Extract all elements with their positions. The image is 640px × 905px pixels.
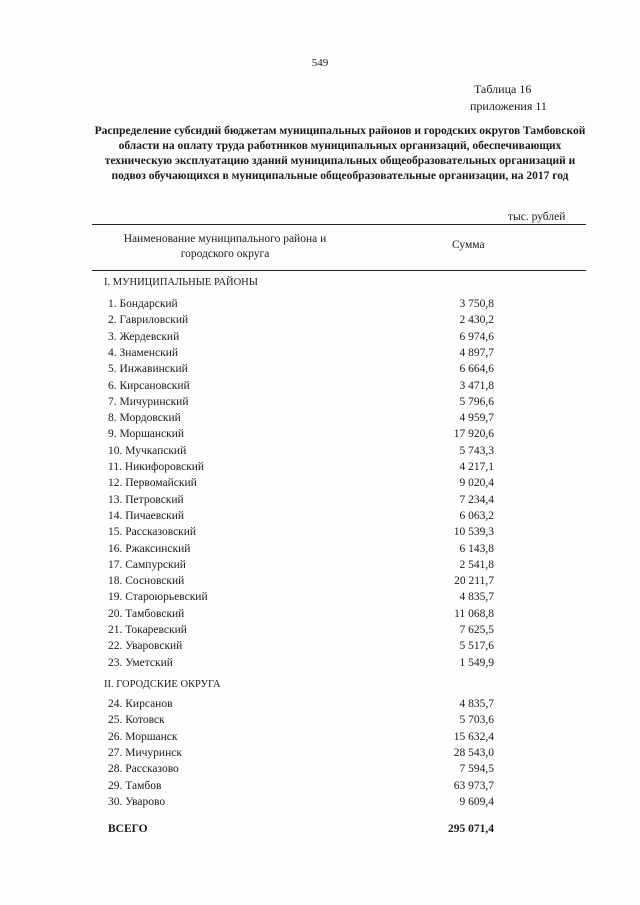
page-number: 549 — [311, 57, 329, 69]
table-row — [0, 796, 640, 812]
row-name: 26. Моршанск — [108, 730, 178, 743]
table-row — [0, 461, 640, 477]
section-label-city-districts: II. ГОРОДСКИЕ ОКРУГА — [104, 679, 221, 690]
table-row — [0, 526, 640, 542]
row-value: 9 609,4 — [459, 795, 494, 808]
row-value: 10 539,3 — [453, 526, 494, 539]
row-value: 7 625,5 — [459, 624, 494, 636]
row-value: 7 594,5 — [459, 763, 494, 776]
table-row — [0, 380, 640, 396]
row-name: 9. Моршанский — [108, 428, 185, 441]
row-value: 1 549,9 — [459, 656, 494, 669]
row-value: 2 541,8 — [459, 558, 494, 571]
table-number: Таблица 16 — [474, 82, 532, 96]
table-row — [0, 347, 640, 363]
row-name: 30. Уварово — [108, 795, 166, 808]
table-row — [0, 314, 640, 330]
table-row — [0, 608, 640, 624]
table-row — [0, 640, 640, 656]
section-label-districts: I. МУНИЦИПАЛЬНЫЕ РАЙОНЫ — [104, 277, 258, 288]
table-row — [0, 657, 640, 673]
table-row — [0, 763, 640, 779]
table-row — [0, 543, 640, 559]
row-name: 13. Петровский — [108, 493, 184, 506]
row-value: 4 835,7 — [459, 698, 494, 710]
table-row — [0, 298, 640, 314]
total-value: 295 071,4 — [448, 823, 494, 835]
table-row — [0, 445, 640, 461]
document-title: Распределение субсидий бюджетам муниципальных районов и городских округов Тамбовской области на оплату труда работников муниципальных организаций, обеспечивающих техническую эксплуатацию зданий муниципальных общеобразовательных организаций и подвоз обучающихся в муниципальные общеобразовательные организации, на 2017 год — [94, 125, 586, 182]
row-name: 28. Рассказово — [108, 763, 179, 776]
row-name: 5. Инжавинский — [108, 363, 188, 376]
table-row — [0, 747, 640, 763]
row-name: 16. Ржаксинский — [108, 542, 191, 555]
row-name: 8. Мордовский — [108, 412, 181, 425]
row-name: 4. Знаменский — [108, 346, 179, 359]
row-name: 3. Жердевский — [108, 330, 180, 343]
table-row — [0, 363, 640, 379]
row-name: 21. Токаревский — [108, 624, 187, 636]
row-value: 7 234,4 — [459, 493, 494, 506]
row-name: 15. Рассказовский — [108, 526, 197, 539]
row-name: 1. Бондарский — [108, 298, 178, 310]
table-row — [0, 412, 640, 428]
row-value: 5 796,6 — [459, 395, 494, 408]
table-row — [0, 780, 640, 796]
table-row — [0, 477, 640, 493]
column-header-name: Наименование муниципального района и городского округа — [123, 233, 327, 260]
row-name: 24. Кирсанов — [108, 698, 173, 710]
table-row — [0, 559, 640, 575]
row-name: 22. Уваровский — [108, 640, 183, 653]
row-name: 12. Первомайский — [108, 477, 197, 490]
table-row — [0, 591, 640, 607]
row-value: 17 920,6 — [453, 428, 494, 441]
row-value: 5 743,3 — [459, 444, 494, 457]
row-value: 2 430,2 — [459, 314, 494, 327]
row-value: 6 063,2 — [459, 509, 494, 522]
row-value: 3 750,8 — [459, 298, 494, 310]
table-row — [0, 731, 640, 747]
row-name: 19. Староюрьевский — [108, 591, 208, 604]
total-label: ВСЕГО — [108, 823, 148, 835]
row-name: 17. Сампурский — [108, 558, 186, 571]
row-value: 4 959,7 — [459, 412, 494, 425]
table-row — [0, 698, 640, 714]
row-value: 15 632,4 — [453, 730, 494, 743]
units-label: тыс. рублей — [508, 211, 566, 223]
row-name: 10. Мучкапский — [108, 444, 187, 457]
table-row — [0, 331, 640, 347]
table-row — [0, 624, 640, 640]
row-value: 9 020,4 — [459, 477, 494, 490]
table-row — [0, 575, 640, 591]
row-value: 3 471,8 — [459, 379, 494, 392]
row-value: 6 143,8 — [459, 542, 494, 555]
row-value: 5 517,6 — [459, 640, 494, 653]
row-value: 63 973,7 — [453, 779, 494, 792]
table-row — [0, 714, 640, 730]
table-row — [0, 428, 640, 444]
row-value: 11 068,8 — [454, 607, 494, 620]
row-name: 7. Мичуринский — [108, 395, 189, 408]
table-row — [0, 510, 640, 526]
row-name: 6. Кирсановский — [108, 379, 190, 392]
row-name: 18. Сосновский — [108, 575, 185, 588]
row-name: 25. Котовск — [108, 714, 165, 727]
row-value: 20 211,7 — [454, 575, 494, 588]
row-value: 28 543,0 — [453, 746, 494, 759]
row-value: 4 835,7 — [459, 591, 494, 604]
row-value: 4 897,7 — [459, 346, 494, 359]
row-value: 6 664,6 — [459, 363, 494, 376]
table-row — [0, 494, 640, 510]
row-name: 29. Тамбов — [108, 779, 162, 792]
row-name: 11. Никифоровский — [108, 461, 205, 473]
row-value: 6 974,6 — [459, 330, 494, 343]
row-name: 20. Тамбовский — [108, 607, 185, 620]
row-name: 2. Гавриловский — [108, 314, 189, 327]
row-name: 23. Уметский — [108, 656, 173, 669]
table-row — [0, 396, 640, 412]
appendix-reference: приложения 11 — [470, 99, 547, 113]
row-name: 27. Мичуринск — [108, 746, 182, 759]
row-value: 4 217,1 — [459, 461, 494, 473]
table-top-rule — [92, 224, 586, 225]
row-name: 14. Пичаевский — [108, 509, 185, 522]
table-header-rule — [92, 270, 586, 271]
column-header-sum: Сумма — [452, 239, 485, 251]
row-value: 5 703,6 — [459, 714, 494, 727]
